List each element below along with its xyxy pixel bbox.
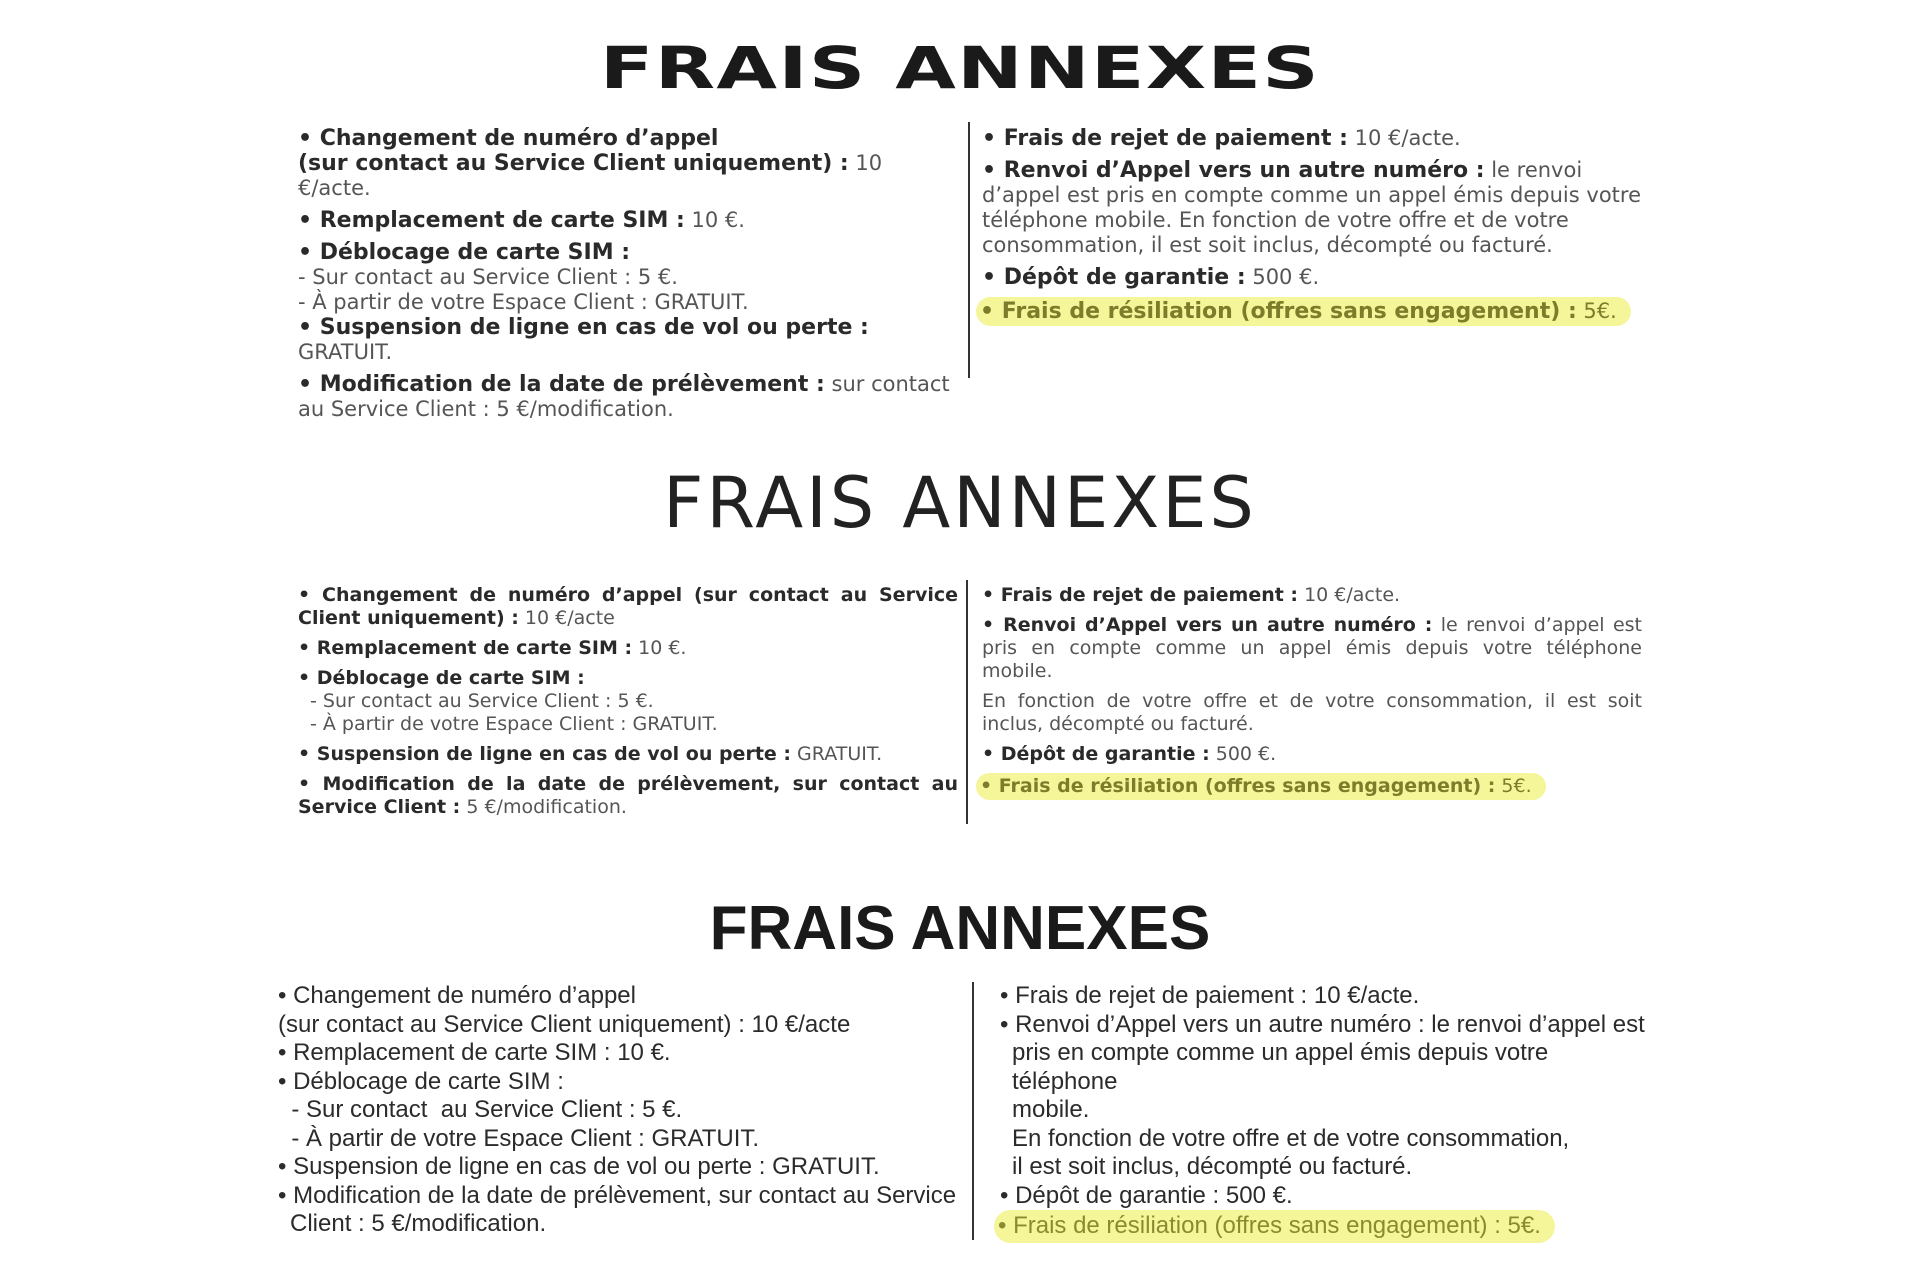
fee-value: le renvoi d’appel est pris en compte comme un appel émis depuis votre téléphone mobile.: [982, 614, 1642, 682]
fee-label: • Frais de résiliation (offres sans engagement) :: [980, 299, 1577, 324]
fee-value: 10 €.: [632, 637, 687, 659]
fee-label: • Modification de la date de prélèvement, sur contact au Service Client :: [298, 773, 958, 818]
fee-sim-unlock: [298, 240, 958, 315]
highlight-marker: [976, 773, 1546, 800]
fee-sub-item: - À partir de votre Espace Client : GRATUIT.: [298, 290, 749, 314]
fee-sub-item: - À partir de votre Espace Client : GRATUIT.: [310, 713, 718, 735]
block-3-left-column: [278, 982, 958, 1239]
fee-label: • Changement de numéro d’appel (sur contact au Service Client uniquement) :: [298, 584, 958, 629]
column-divider: [968, 122, 970, 378]
fee-label: • Suspension de ligne en cas de vol ou perte :: [298, 743, 791, 765]
fee-value: 500 €.: [1245, 265, 1320, 289]
block-3-right-column: [1000, 982, 1660, 1243]
fee-label: • Dépôt de garantie :: [982, 265, 1246, 290]
fee-sub-item: - Sur contact au Service Client : 5 €.: [310, 690, 654, 712]
fee-sim-unlock: [298, 667, 958, 736]
fee-label: • Dépôt de garantie :: [982, 743, 1210, 765]
fee-label-cont: (sur contact au Service Client uniquement) :: [298, 151, 849, 176]
fee-call-forwarding: [982, 614, 1642, 683]
fee-call-forwarding: [982, 158, 1642, 258]
fee-termination-highlighted: [1000, 1210, 1660, 1243]
block-3-title: FRAIS ANNEXES: [709, 894, 1211, 963]
text-line: • Modification de la date de prélèvement, sur contact au Service: [278, 1181, 957, 1209]
text-line: • Remplacement de carte SIM : 10 €.: [278, 1039, 671, 1066]
text-line: mobile.: [1012, 1096, 1090, 1123]
fee-label: • Suspension de ligne en cas de vol ou perte :: [298, 315, 869, 340]
text-line: • Changement de numéro d’appel: [278, 982, 636, 1009]
fee-number-change: [298, 126, 958, 201]
fee-label: • Modification de la date de prélèvement :: [298, 372, 825, 397]
fee-value: 500 €.: [1209, 743, 1277, 765]
fee-debit-date-change: [298, 773, 958, 819]
fee-sub-item: - Sur contact au Service Client : 5 €.: [298, 265, 678, 289]
block-2-left-column: [298, 584, 958, 826]
text-line: En fonction de votre offre et de votre consommation,: [1012, 1124, 1570, 1152]
fee-number-change: [298, 584, 958, 630]
fee-value: 5 €/modification.: [460, 796, 627, 818]
fee-value: 5€.: [1576, 299, 1617, 323]
text-line: • Frais de rejet de paiement : 10 €/acte.: [1000, 982, 1420, 1009]
fee-label: • Remplacement de carte SIM :: [298, 637, 633, 659]
fee-termination-highlighted: [982, 773, 1642, 800]
fee-sim-replacement: [298, 637, 958, 660]
column-divider: [966, 580, 968, 824]
block-1-right-column: [982, 126, 1642, 333]
fee-debit-date-change: [298, 372, 958, 422]
fee-termination-highlighted: [982, 297, 1642, 326]
block-1-left-column: [298, 126, 958, 429]
fee-call-forwarding-note: En fonction de votre offre et de votre consommation, il est soit inclus, décompté ou facturé.: [982, 690, 1642, 735]
text-line: • Suspension de ligne en cas de vol ou perte : GRATUIT.: [278, 1153, 880, 1180]
text-line: - Sur contact au Service Client : 5 €.: [278, 1096, 683, 1123]
text-line: pris en compte comme un appel émis depuis votre téléphone: [1012, 1039, 1549, 1095]
text-line: (sur contact au Service Client uniquement) : 10 €/acte: [278, 1010, 851, 1038]
fee-deposit: [982, 265, 1642, 290]
highlight-marker: [976, 297, 1631, 326]
fee-payment-rejection: [982, 584, 1642, 607]
fee-sim-replacement: [298, 208, 958, 233]
text-line: il est soit inclus, décompté ou facturé.: [1012, 1153, 1413, 1180]
fee-payment-rejection: [982, 126, 1642, 151]
fee-value: le renvoi d’appel est pris en compte comme un appel émis depuis votre téléphone mobile. En fonction de votre offre et de votre consommation, il est soit inclus, décompté ou facturé.: [982, 158, 1641, 257]
block-1-title: FRAIS ANNEXES: [599, 34, 1321, 102]
fee-label: • Frais de résiliation (offres sans engagement) :: [980, 775, 1496, 797]
fee-label: • Changement de numéro d’appel: [298, 126, 719, 151]
fee-value: 10 €/acte.: [298, 151, 883, 200]
text-line: Client : 5 €/modification.: [290, 1210, 547, 1237]
fee-value: 10 €/acte.: [1298, 584, 1401, 606]
fee-value: GRATUIT.: [791, 743, 883, 765]
block-2-title: FRAIS ANNEXES: [663, 462, 1257, 544]
fee-line-suspension: [298, 315, 958, 365]
fee-label: • Frais de rejet de paiement :: [982, 126, 1348, 151]
fee-label: • Déblocage de carte SIM :: [298, 667, 585, 689]
fee-label: • Frais de rejet de paiement :: [982, 584, 1299, 606]
highlight-marker: • Frais de résiliation (offres sans engagement) : 5€.: [994, 1210, 1555, 1243]
fee-label: • Déblocage de carte SIM :: [298, 240, 631, 265]
fee-label: • Renvoi d’Appel vers un autre numéro :: [982, 158, 1485, 183]
text-line: • Renvoi d’Appel vers un autre numéro : le renvoi d’appel est: [1000, 1010, 1645, 1038]
fee-value: GRATUIT.: [298, 340, 393, 364]
fee-label: • Remplacement de carte SIM :: [298, 208, 685, 233]
fee-value: 10 €.: [684, 208, 745, 232]
fee-value: 5€.: [1495, 775, 1532, 797]
text-line: • Déblocage de carte SIM :: [278, 1067, 564, 1095]
fee-label: • Renvoi d’Appel vers un autre numéro :: [982, 614, 1433, 636]
fee-value: sur contact au Service Client : 5 €/modification.: [298, 372, 950, 421]
text-line: • Dépôt de garantie : 500 €.: [1000, 1181, 1293, 1209]
fee-line-suspension: [298, 743, 958, 766]
fee-deposit: [982, 743, 1642, 766]
text-line: - À partir de votre Espace Client : GRATUIT.: [278, 1124, 760, 1152]
fee-value: 10 €/acte: [518, 607, 615, 629]
block-2-right-column: [982, 584, 1642, 807]
column-divider: [972, 982, 974, 1240]
fee-value: 10 €/acte.: [1347, 126, 1461, 150]
